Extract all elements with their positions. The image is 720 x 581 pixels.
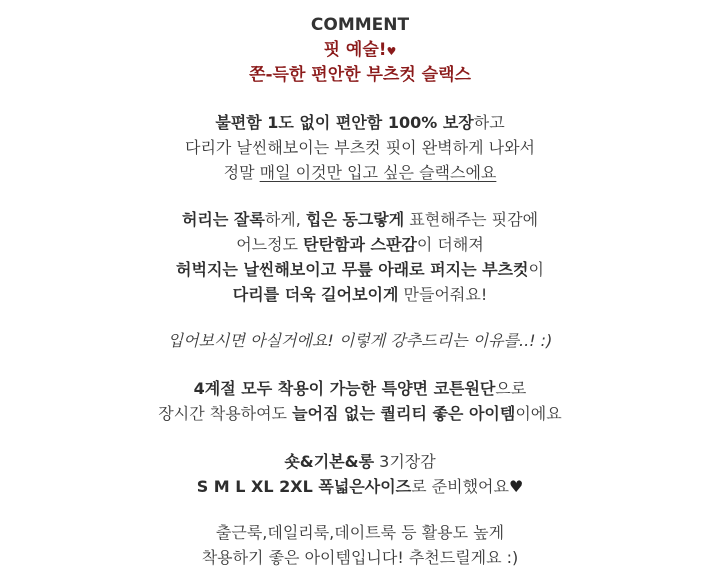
paragraph-comfort [0, 110, 720, 185]
comfort-highlight: 불편함 1도 없이 편안함 100% 보장 [215, 113, 474, 132]
fit-bold-2: 힙은 동그랗게 [305, 210, 405, 229]
subtitle-art-text: 핏 예술! [323, 40, 387, 60]
length-count: 3기장감 [374, 452, 436, 471]
fit-text-6: 만들어줘요! [398, 285, 488, 304]
comment-title: COMMENT [310, 15, 410, 35]
paragraph-usage [0, 520, 720, 570]
subtitle-art [0, 38, 720, 64]
sizes-line-1 [0, 449, 720, 474]
fit-line-3 [0, 257, 720, 282]
fit-text-4: 이 더해져 [416, 235, 484, 254]
paragraph-sizes [0, 449, 720, 499]
size-text: 로 준비했어요 [411, 477, 509, 496]
fit-line-1 [0, 207, 720, 232]
fabric-text-2: 장시간 착용하여도 [158, 404, 293, 423]
fit-bold-4: 허벅지는 날씬해보이고 무릎 아래로 퍼지는 부츠컷 [176, 260, 529, 279]
subtitle-product: 쫀-득한 편안한 부츠컷 슬랙스 [249, 65, 471, 85]
comfort-line-2: 다리가 날씬해보이는 부츠컷 핏이 완벽하게 나와서 [184, 138, 535, 157]
fit-bold-3: 탄탄함과 스판감 [303, 235, 417, 254]
fit-bold-1: 허리는 잘록 [181, 210, 265, 229]
fabric-line-1 [0, 376, 720, 401]
fit-bold-5: 다리를 더욱 길어보이게 [232, 285, 399, 304]
fit-text-5: 이 [528, 260, 544, 279]
fit-text-3: 어느정도 [236, 235, 304, 254]
fit-line-4 [0, 282, 720, 307]
paragraph-recommend [0, 328, 720, 353]
fabric-bold-2: 늘어짐 없는 퀄리티 좋은 아이템 [292, 404, 516, 423]
comfort-underlined: 매일 이것만 입고 싶은 슬랙스에요 [259, 163, 497, 182]
comfort-line-3 [0, 160, 720, 185]
fit-text-1: 하게, [264, 210, 306, 229]
comfort-line-1 [0, 110, 720, 135]
usage-line-1: 출근룩,데일리룩,데이트룩 등 활용도 높게 [215, 523, 505, 542]
comfort-text: 하고 [473, 113, 505, 132]
sizes-line-2 [0, 474, 720, 499]
fit-line-2 [0, 232, 720, 257]
fit-text-2: 표현해주는 핏감에 [404, 210, 539, 229]
fabric-bold-1: 4계절 모두 착용이 가능한 특양면 코튼원단 [193, 379, 496, 398]
fabric-text-3: 이에요 [515, 404, 562, 423]
usage-line-2: 착용하기 좋은 아이템입니다! 추천드릴게요 :) [201, 548, 519, 567]
recommend-line: 입어보시면 아실거에요! 이렇게 강추드리는 이유를..! :) [167, 331, 553, 350]
fabric-line-2 [0, 401, 720, 426]
size-options: S M L XL 2XL 폭넓은사이즈 [196, 477, 412, 496]
paragraph-fit [0, 207, 720, 307]
heart-icon: ♥ [508, 477, 524, 496]
length-options: 숏&기본&롱 [284, 452, 375, 471]
small-heart-icon: ♥ [386, 45, 397, 58]
paragraph-fabric [0, 376, 720, 426]
comfort-text-plain: 정말 [223, 163, 260, 182]
fabric-text-1: 으로 [495, 379, 527, 398]
